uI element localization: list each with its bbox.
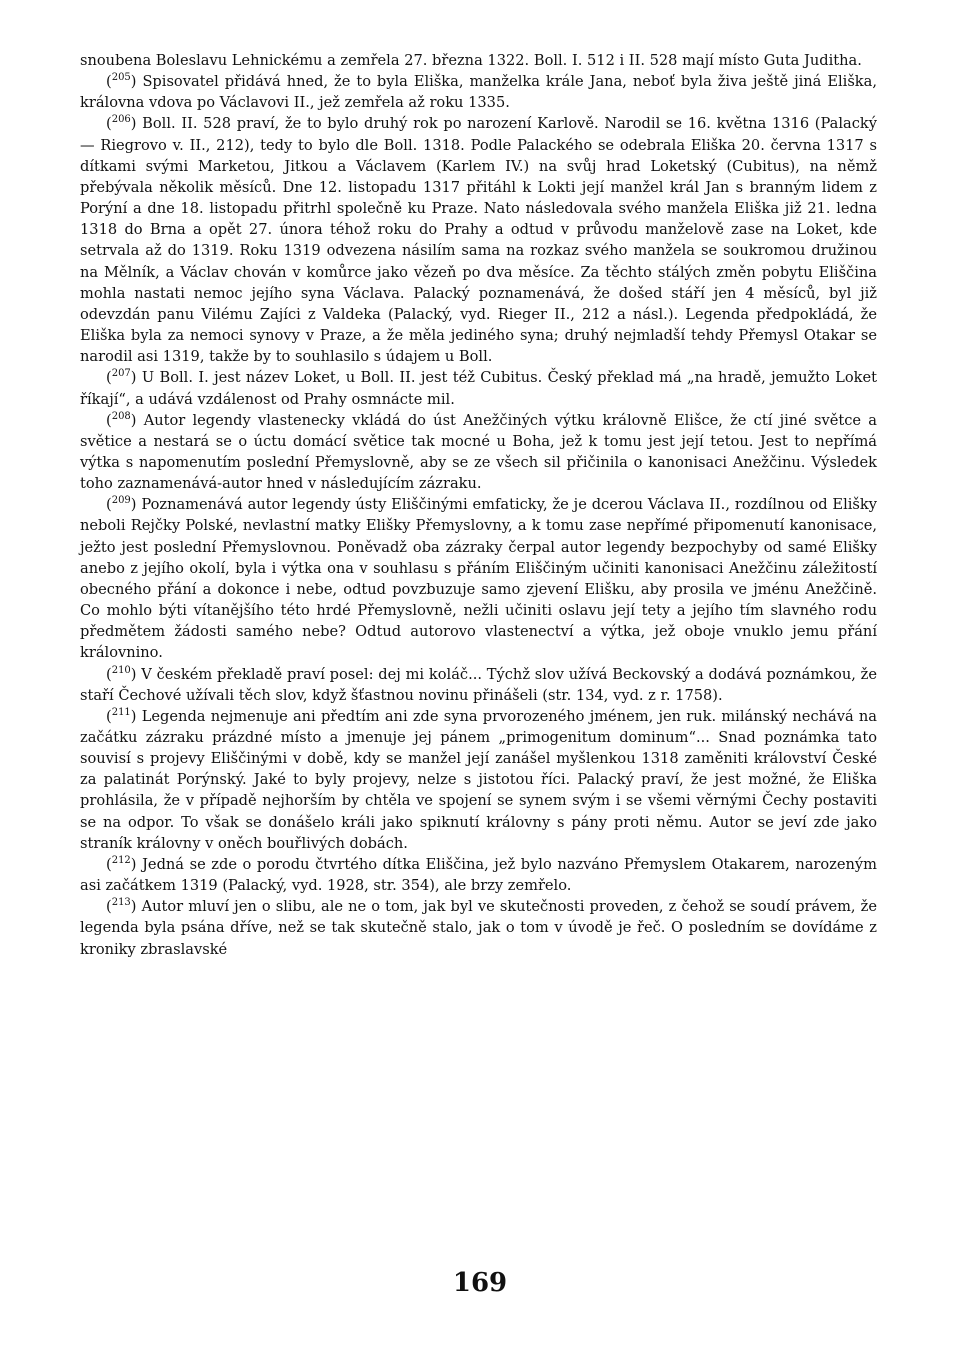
footnote-text-body: snoubena Boleslavu Lehnickému a zemřela 27. března 1322. Boll. I. 512 i II. 528 mají místo Guta Juditha. xyxy=(80,52,862,69)
footnote-206: ($^{206}$) Boll. II. 528 praví, že to bylo druhý rok po narození Karlově. Narodil se 16. května 1316 (Palacký — Riegrovo v. II., 212), tedy to bylo dle Boll. 1318. Podle Palackého se odebrala Eliška 20. června 1317 s dítkami svými Marketou, Jitkou a Václavem (Karlem IV.) na svůj hrad Loketský (Cubitus), na němž přebývala několik měsíců. Dne 12. listopadu 1317 přitáhl k Lokti její manžel král Jan s branným lidem z Porýní a dne 18. listopadu přitrhl společně ku Praze. Nato následovala svého manžela Eliška již 21. ledna 1318 do Brna a opět 27. února téhož roku do Prahy a odtud v průvodu manželově zase na Loket, kde setrvala až do 1319. Roku 1319 odvezena násilím sama na rozkaz svého manžela se soukromou družinou na Mělník, a Václav chován v komůrce jako vězeň po dva měsíce. Za těchto stálých změn pobytu Eliščina mohla nastati nemoc jejího syna Václava. Palacký poznamenává, že došed stáří jen 4 měsíců, byl již odevzdán panu Vilému Zajíci z Valdeka (Palacký, vyd. Rieger II., 212 a násl.). Legenda předpokládá, že Eliška byla za nemoci synovy v Praze, a že měla jediného syna; druhý nejmladší tehdy Přemysl Otakar se narodil asi 1319, takže by to souhlasilo s údajem u Boll. xyxy=(80,114,877,366)
footnote-208: ($^{208}$) Autor legendy vlastenecky vkládá do úst Anežčiných výtku královně Elišce, že ctí jiné světce a světice a nestará se o úctu domácí světice tak mocné u Boha, jež k tomu jest její tetou. Jest to nepřímá výtka s napomenutím poslední Přemyslovně, aby se ze všech sil přičinila o kanonisaci Anežčinu. Výsledek toho zaznamenává-autor hned v následujícím zázraku. xyxy=(80,410,877,493)
footnote-text-body: Autor legendy vlastenecky vkládá do úst Anežčiných výtku královně Elišce, že ctí jiné světce a světice a nestará se o úctu domácí světice tak mocné u Boha, jež k tomu jest její tetou. Jest to nepřímá výtka s napomenutím poslední Přemyslovně, aby se ze všech sil přičinila o kanonisaci Anežčinu. Výsledek toho zaznamenává-autor hned v následujícím zázraku. xyxy=(80,411,877,493)
footnote-number: 213 xyxy=(111,897,131,909)
footnote-211: ($^{211}$) Legenda nejmenuje ani předtím ani zde syna prvorozeného jménem, jen ruk. milánský nechává na začátku zázraku prázdné místo a jmenuje jej pánem „primogenitum dominum“... Snad poznámka tato souvisí s projevy Eliščinými v době, kdy se manžel její zanášel myšlenkou 1318 zaměniti království České za palatinát Porýnský. Jaké to byly projevy, nelze s jistotou říci. Palacký praví, že jest možné, že Eliška prohlásila, že v případě nejhorším by chtěla ve spojení se synem svým i se všemi věrnými Čechy postaviti se na odpor. To však se donášelo králi jako spiknutí královny s pány proti němu. Autor se jeví zde jako straník královny v oněch bouřlivých dobách. xyxy=(80,706,877,852)
footnote-continuation xyxy=(80,50,877,71)
footnote-text-body: Spisovatel přidává hned, že to byla Eliška, manželka krále Jana, neboť byla živa ještě jiná Eliška, královna vdova po Václavovi II., jež zemřela až roku 1335. xyxy=(80,73,877,112)
footnote-212: ($^{212}$) Jedná se zde o porodu čtvrtého dítka Eliščina, jež bylo nazváno Přemyslem Otakarem, narozeným asi začátkem 1319 (Palacký, vyd. 1928, str. 354), ale brzy zemřelo. xyxy=(80,855,877,895)
footnote-text-body: Boll. II. 528 praví, že to bylo druhý rok po narození Karlově. Narodil se 16. května 1316 (Palacký — Riegrovo v. II., 212), tedy to bylo dle Boll. 1318. Podle Palackého se odebrala Eliška 20. června 1317 s dítkami svými Marketou, Jitkou a Václavem (Karlem IV.) na svůj hrad Loketský (Cubitus), na němž přebývala několik měsíců. Dne 12. listopadu 1317 přitáhl k Lokti její manžel král Jan s branným lidem z Porýní a dne 18. listopadu přitrhl společně ku Praze. Nato následovala svého manžela Eliška již 21. ledna 1318 do Brna a opět 27. února téhož roku do Prahy a odtud v průvodu manželově zase na Loket, kde setrvala až do 1319. Roku 1319 odvezena násilím sama na rozkaz svého manžela se soukromou družinou na Mělník, a Václav chován v komůrce jako vězeň po dva měsíce. Za těchto stálých změn pobytu Eliščina mohla nastati nemoc jejího syna Václava. Palacký poznamenává, že došed stáří jen 4 měsíců, byl již odevzdán panu Vilému Zajíci z Valdeka (Palacký, vyd. Rieger II., 212 a násl.). Legenda předpokládá, že Eliška byla za nemoci synovy v Praze, a že měla jediného syna; druhý nejmladší tehdy Přemysl Otakar se narodil asi 1319, takže by to souhlasilo s údajem u Boll. xyxy=(80,115,877,366)
footnote-text-body: Jedná se zde o porodu čtvrtého dítka Eliščina, jež bylo nazváno Přemyslem Otakarem, narozeným asi začátkem 1319 (Palacký, vyd. 1928, str. 354), ale brzy zemřelo. xyxy=(80,855,877,895)
footnote-number: 206 xyxy=(111,114,131,126)
footnote-text-body: Legenda nejmenuje ani předtím ani zde syna prvorozeného jménem, jen ruk. milánský nechává na začátku zázraku prázdné místo a jmenuje jej pánem „primogenitum dominum“... Snad poznámka tato souvisí s projevy Eliščinými v době, kdy se manžel její zanášel myšlenkou 1318 zaměniti království České za palatinát Porýnský. Jaké to byly projevy, nelze s jistotou říci. Palacký praví, že jest možné, že Eliška prohlásila, že v případě nejhorším by chtěla ve spojení se synem svým i se všemi věrnými Čechy postaviti se na odpor. To však se donášelo králi jako spiknutí královny s pány proti němu. Autor se jeví zde jako straník královny v oněch bouřlivých dobách. xyxy=(80,707,877,852)
footnote-number: 211 xyxy=(111,706,131,718)
footnote-number: 210 xyxy=(111,664,131,676)
footnote-number: 209 xyxy=(111,495,131,507)
page-number: 169 xyxy=(452,1268,508,1298)
footnote-207: ($^{207}$) U Boll. I. jest název Loket, u Boll. II. jest též Cubitus. Český překlad má „na hradě, jemužto Loket říkají“, a udává vzdálenost od Prahy osmnácte mil. xyxy=(80,368,877,408)
footnote-text-body: U Boll. I. jest název Loket, u Boll. II. jest též Cubitus. Český překlad má „na hradě, jemužto Loket říkají“, a udává vzdálenost od Prahy osmnácte mil. xyxy=(80,369,877,408)
footnote-210: ($^{210}$) V českém překladě praví posel: dej mi koláč... Týchž slov užívá Beckovský a dodává poznámkou, že staří Čechové užívali těch slov, když šťastnou novinu přinášeli (str. 134, vyd. z r. 1758). xyxy=(80,664,877,704)
footnote-number: 208 xyxy=(111,410,131,422)
footnote-text-body: V českém překladě praví posel: dej mi koláč... Týchž slov užívá Beckovský a dodává poznámkou, že staří Čechové užívali těch slov, když šťastnou novinu přinášeli (str. 134, vyd. z r. 1758). xyxy=(80,665,877,704)
footnote-text-body: Poznamenává autor legendy ústy Eliščinými emfaticky, že je dcerou Václava II., rozdílnou od Elišky neboli Rejčky Polské, nevlastní matky Elišky Přemyslovny, a k tomu zase nepřímé připomenutí kanonisace, ježto jest poslední Přemyslovnou. Poněvadž oba zázraky čerpal autor legendy bezpochyby od samé Elišky anebo z jejího okolí, byla i výtka ona v souhlasu s přáním Eliščiným učiniti kanonisaci Anežčinu záležitostí obecného přání a dokonce i nebe, odtud povzbuzuje samo zjevení Elišku, aby prosila ve jménu Anežčině. Co mohlo býti vítanějšího této hrdé Přemyslovně, nežli učiniti oslavu její tety a jejího tím slavného rodu předmětem žádosti samého nebe? Odtud autorovo vlastenectví a výtka, jež oboje vnuklo jemu přání královnino. xyxy=(80,496,877,662)
footnote-number: 207 xyxy=(111,368,131,380)
footnote-205: ($^{205}$) Spisovatel přidává hned, že to byla Eliška, manželka krále Jana, neboť byla živa ještě jiná Eliška, královna vdova po Václavovi II., jež zemřela až roku 1335. xyxy=(80,72,877,112)
footnote-text xyxy=(80,50,877,960)
footnote-209: ($^{209}$) Poznamenává autor legendy ústy Eliščinými emfaticky, že je dcerou Václava II., rozdílnou od Elišky neboli Rejčky Polské, nevlastní matky Elišky Přemyslovny, a k tomu zase nepřímé připomenutí kanonisace, ježto jest poslední Přemyslovnou. Poněvadž oba zázraky čerpal autor legendy bezpochyby od samé Elišky anebo z jejího okolí, byla i výtka ona v souhlasu s přáním Eliščiným učiniti kanonisaci Anežčinu záležitostí obecného přání a dokonce i nebe, odtud povzbuzuje samo zjevení Elišku, aby prosila ve jménu Anežčině. Co mohlo býti vítanějšího této hrdé Přemyslovně, nežli učiniti oslavu její tety a jejího tím slavného rodu předmětem žádosti samého nebe? Odtud autorovo vlastenectví a výtka, jež oboje vnuklo jemu přání královnino. xyxy=(80,495,877,662)
footnote-213: ($^{213}$) Autor mluví jen o slibu, ale ne o tom, jak byl ve skutečnosti proveden, z čehož se soudí právem, že legenda byla psána dříve, než se tak skutečně stalo, jak o tom v úvodě je řeč. O posledním se dovídáme z kroniky zbraslavské xyxy=(80,897,877,958)
footnote-text-body: Autor mluví jen o slibu, ale ne o tom, jak byl ve skutečnosti proveden, z čehož se soudí právem, že legenda byla psána dříve, než se tak skutečně stalo, jak o tom v úvodě je řeč. O posledním se dovídáme z kroniky zbraslavské xyxy=(80,898,877,958)
footnote-number: 212 xyxy=(111,855,131,867)
footnote-number: 205 xyxy=(111,72,131,84)
